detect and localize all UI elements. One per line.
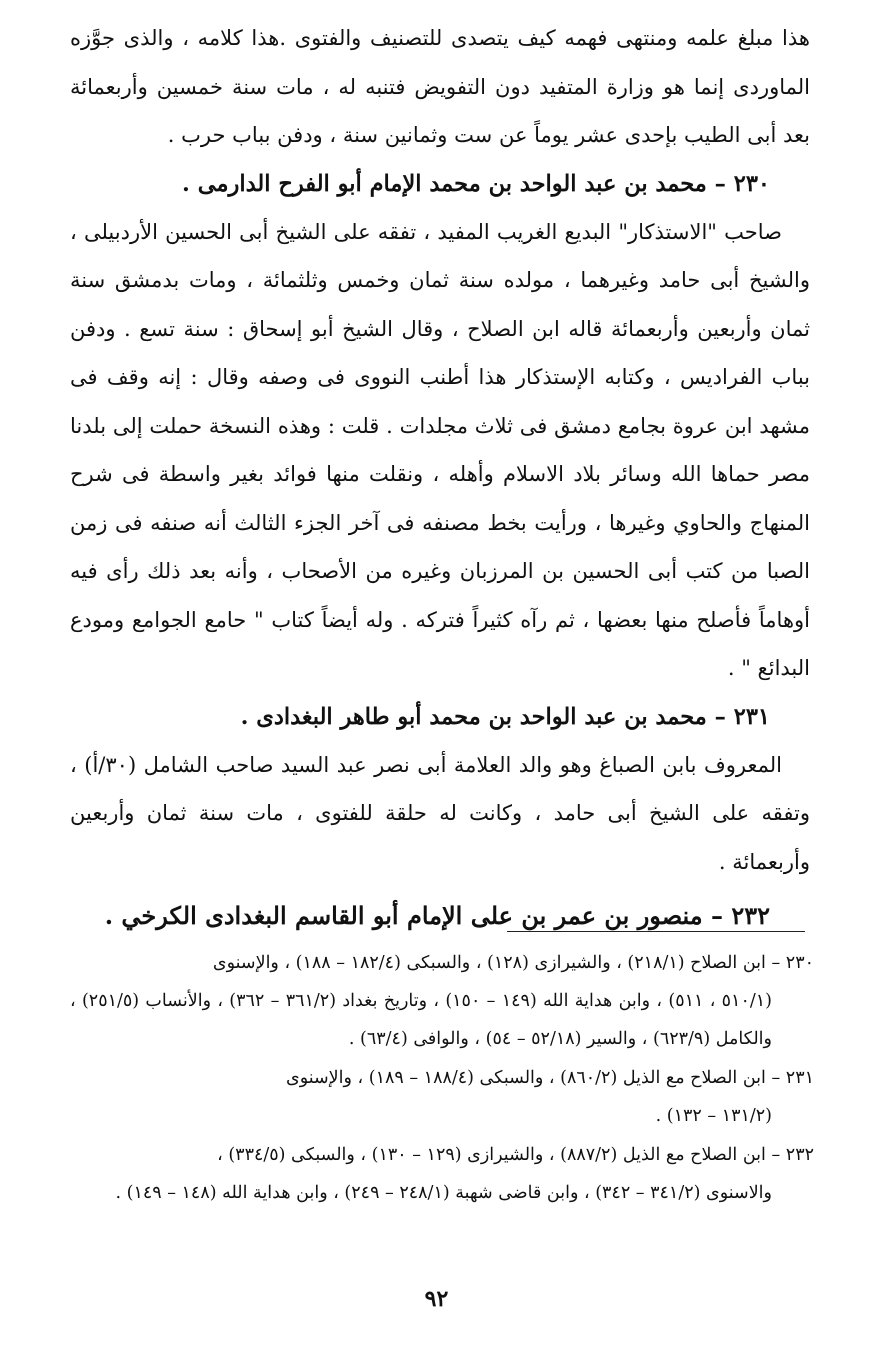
footnote-continuation: (١٣١/٢ – ١٣٢) . — [655, 1106, 772, 1126]
footnote-divider — [507, 931, 805, 932]
footnote-number: ٢٣٢ – — [771, 1145, 814, 1165]
footnote-230 — [70, 944, 814, 1058]
footnote-text: ابن الصلاح مع الذيل (٨٦٠/٢) ، والسبكى (١٨٨/٤ – ١٨٩) ، والإسنوى — [286, 1068, 766, 1088]
footnote-continuation: والاسنوى (٣٤١/٢ – ٣٤٢) ، وابن قاضى شهبة (٢٤٨/١ – ٢٤٩) ، وابن هداية الله (١٤٨ – ١٤٩) . — [115, 1183, 772, 1203]
entry-heading-231: ٢٣١ – محمد بن عبد الواحد بن محمد أبو طاهر البغدادى . — [240, 703, 770, 730]
footnote-232 — [70, 1136, 814, 1212]
intro-paragraph: هذا مبلغ علمه ومنتهى فهمه كيف يتصدى للتصنيف والفتوى .هذا كلامه ، والذى جوَّزه الماوردى إنما هو وزارة المتفيد دون التفويض فتنبه له ، مات سنة خمسين وأربعمائة بعد أبى الطيب بإحدى عشر يوماً عن ست وثمانين سنة ، ودفن بباب حرب . — [70, 26, 810, 147]
footnote-231 — [70, 1059, 814, 1135]
footnote-number: ٢٣١ – — [771, 1068, 814, 1088]
main-text — [70, 14, 810, 940]
entry-paragraph-231: المعروف بابن الصباغ وهو والد العلامة أبى نصر عبد السيد صاحب الشامل (٣٠/أ) ، وتفقه على الشيخ أبى حامد ، وكانت له حلقة للفتوى ، مات سنة ثمان وأربعين وأربعمائة . — [70, 752, 810, 874]
footnote-text: ابن الصلاح مع الذيل (٨٨٧/٢) ، والشيرازى (١٢٩ – ١٣٠) ، والسبكى (٣٣٤/٥) ، — [217, 1145, 766, 1165]
page-number: ٩٢ — [424, 1286, 449, 1312]
entry-heading-232: ٢٣٢ – منصور بن عمر بن على الإمام أبو القاسم البغدادى الكرخي . — [104, 901, 770, 930]
footnote-number: ٢٣٠ – — [771, 953, 814, 973]
footnote-continuation: (٥١٠/١ ، ٥١١) ، وابن هداية الله (١٤٩ – ١٥٠) ، وتاريخ بغداد (٣٦١/٢ – ٣٦٢) ، والأنساب (٢٥١/٥) ، والكامل (٦٢٣/٩) ، والسير (٥٢/١٨ – ٥٤) ، والوافى (٦٣/٤) . — [70, 991, 772, 1049]
entry-paragraph-230: صاحب "الاستذكار" البديع الغريب المفيد ، تفقه على الشيخ أبى الحسين الأردبيلى ، والشيخ أبى حامد وغيرهما ، مولده سنة ثمان وخمس وثلثمائة ، ومات بدمشق سنة ثمان وأربعين وأربعمائة قاله ابن الصلاح ، وقال الشيخ أبو إسحاق : سنة تسع . ودفن بباب الفراديس ، وكتابه الإستذكار هذا أطنب النووى فى وصفه وقال : إنه وقف فى مشهد ابن عروة بجامع دمشق فى ثلاث مجلدات . قلت : وهذه النسخة حملت إلى بلدنا مصر حماها الله وسائر بلاد الاسلام وأهله ، ونقلت منها فوائد بغير واسطة فى شرح المنهاج والحاوي وغيرها ، ورأيت بخط مصنفه فى آخر الجزء الثالث أنه صنفه فى زمن الصبا من كتب أبى الحسين بن المرزبان وغيره من الأصحاب ، وأنه بعد ذلك رأى فيه أوهاماً فأصلح منها بعضها ، ثم رآه كثيراً فتركه . وله أيضاً كتاب " حامع الجوامع ومودع البدائع " . — [70, 219, 810, 680]
footnotes — [70, 944, 814, 1213]
entry-heading-230: ٢٣٠ – محمد بن عبد الواحد بن محمد الإمام أبو الفرح الدارمى . — [182, 170, 770, 197]
footnote-text: ابن الصلاح (٢١٨/١) ، والشيرازى (١٢٨) ، والسبكى (١٨٢/٤ – ١٨٨) ، والإسنوى — [212, 953, 766, 973]
